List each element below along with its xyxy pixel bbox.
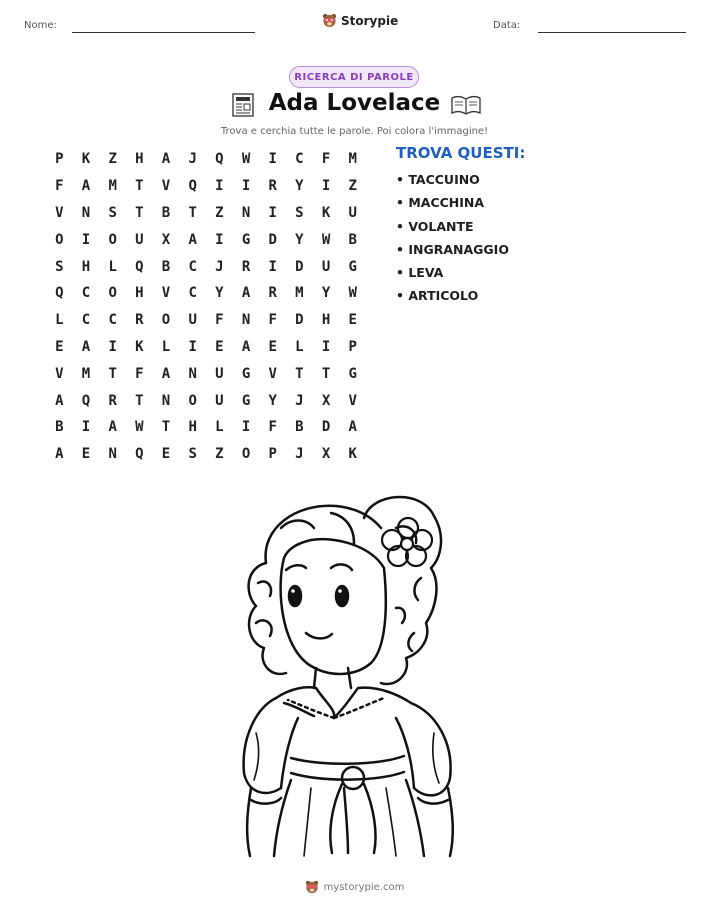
grid-letter[interactable]: U — [348, 204, 357, 221]
grid-letter[interactable]: V — [161, 178, 171, 195]
grid-letter[interactable]: F — [215, 312, 224, 329]
grid-letter[interactable]: Z — [215, 446, 224, 463]
grid-letter[interactable]: A — [81, 338, 91, 355]
grid-letter[interactable]: B — [161, 258, 171, 275]
grid-letter[interactable]: G — [348, 365, 357, 382]
grid-letter[interactable]: K — [81, 151, 91, 168]
grid-letter[interactable]: G — [241, 365, 251, 382]
grid-row — [46, 280, 366, 307]
grid-letter[interactable]: T — [135, 392, 144, 409]
grid-letter[interactable]: V — [161, 285, 171, 302]
grid-letter[interactable]: E — [348, 312, 357, 329]
grid-letter[interactable]: X — [321, 446, 331, 463]
grid-letter[interactable]: W — [241, 151, 251, 168]
grid-letter[interactable]: H — [81, 258, 91, 275]
date-label: Data: — [493, 20, 521, 31]
grid-letter[interactable]: E — [215, 338, 224, 355]
grid-letter[interactable]: G — [348, 258, 357, 275]
grid-letter[interactable]: A — [81, 178, 91, 195]
grid-letter[interactable]: H — [135, 285, 144, 302]
grid-letter[interactable]: C — [81, 312, 91, 329]
open-book-icon — [450, 94, 482, 116]
grid-row — [46, 334, 366, 361]
grid-letter[interactable]: N — [241, 312, 251, 329]
grid-letter[interactable]: R — [268, 285, 277, 302]
grid-letter[interactable]: Q — [135, 258, 144, 275]
grid-letter[interactable]: M — [295, 285, 304, 302]
page-title: Ada Lovelace — [268, 90, 441, 116]
grid-letter[interactable]: W — [135, 419, 144, 436]
grid-letter[interactable]: N — [81, 204, 91, 221]
grid-letter[interactable]: L — [161, 338, 171, 355]
grid-letter[interactable]: B — [55, 419, 64, 436]
grid-letter[interactable]: C — [295, 151, 304, 168]
grid-row — [46, 360, 366, 387]
word-search-grid[interactable] — [46, 146, 366, 468]
grid-letter[interactable]: D — [295, 258, 304, 275]
grid-letter[interactable]: S — [295, 204, 304, 221]
grid-letter[interactable]: Q — [55, 285, 64, 302]
grid-letter[interactable]: N — [188, 365, 197, 382]
grid-letter[interactable]: S — [188, 446, 197, 463]
grid-letter[interactable]: K — [348, 446, 357, 463]
grid-letter[interactable]: N — [161, 392, 171, 409]
grid-letter[interactable]: L — [295, 338, 304, 355]
word-item: • MACCHINA — [396, 195, 485, 211]
bear-logo-icon — [305, 880, 319, 894]
grid-letter[interactable]: G — [241, 231, 251, 248]
word-list-heading: TROVA QUESTI: — [396, 144, 526, 162]
grid-letter[interactable]: I — [81, 231, 91, 248]
grid-letter[interactable]: P — [268, 446, 277, 463]
grid-letter[interactable]: I — [241, 419, 251, 436]
grid-letter[interactable]: H — [321, 312, 331, 329]
grid-letter[interactable]: R — [268, 178, 277, 195]
grid-row — [46, 441, 366, 468]
grid-row — [46, 387, 366, 414]
grid-letter[interactable]: B — [295, 419, 304, 436]
grid-letter[interactable]: L — [55, 312, 64, 329]
grid-letter[interactable]: J — [295, 446, 304, 463]
grid-letter[interactable]: C — [81, 285, 91, 302]
grid-letter[interactable]: I — [321, 178, 331, 195]
ada-lovelace-coloring-illustration[interactable] — [236, 488, 472, 858]
grid-letter[interactable]: E — [161, 446, 171, 463]
footer-url: mystorypie.com — [323, 881, 405, 893]
grid-letter[interactable]: Q — [135, 446, 144, 463]
name-label: Nome: — [24, 20, 57, 31]
grid-letter[interactable]: T — [108, 365, 117, 382]
grid-letter[interactable]: A — [108, 419, 117, 436]
grid-letter[interactable]: Y — [321, 285, 331, 302]
grid-letter[interactable]: C — [108, 312, 117, 329]
grid-row — [46, 253, 366, 280]
grid-row — [46, 200, 366, 227]
grid-letter[interactable]: O — [188, 392, 197, 409]
grid-letter[interactable]: V — [268, 365, 277, 382]
grid-letter[interactable]: J — [215, 258, 224, 275]
grid-letter[interactable]: I — [108, 338, 117, 355]
grid-letter[interactable]: O — [161, 312, 171, 329]
grid-letter[interactable]: K — [135, 338, 144, 355]
grid-letter[interactable]: A — [161, 365, 171, 382]
brand-name: Storypie — [341, 13, 399, 28]
grid-letter[interactable]: I — [215, 231, 224, 248]
grid-letter[interactable]: T — [321, 365, 331, 382]
grid-letter[interactable]: F — [268, 419, 277, 436]
grid-row — [46, 307, 366, 334]
grid-letter[interactable]: R — [108, 392, 117, 409]
grid-letter[interactable]: T — [135, 204, 144, 221]
grid-letter[interactable]: Y — [268, 392, 277, 409]
grid-letter[interactable]: I — [241, 178, 251, 195]
word-item: • VOLANTE — [396, 218, 474, 234]
grid-letter[interactable]: F — [135, 365, 144, 382]
grid-letter[interactable]: S — [108, 204, 117, 221]
grid-letter[interactable]: P — [348, 338, 357, 355]
grid-letter[interactable]: R — [135, 312, 144, 329]
grid-letter[interactable]: A — [241, 338, 251, 355]
grid-letter[interactable]: Y — [295, 178, 304, 195]
grid-letter[interactable]: P — [55, 151, 64, 168]
grid-letter[interactable]: I — [268, 258, 277, 275]
footer — [0, 880, 709, 894]
grid-letter[interactable]: V — [348, 392, 357, 409]
grid-letter[interactable]: E — [268, 338, 277, 355]
grid-letter[interactable]: U — [215, 365, 224, 382]
grid-letter[interactable]: D — [295, 312, 304, 329]
activity-badge: RICERCA DI PAROLE — [289, 66, 419, 88]
grid-letter[interactable]: I — [81, 419, 91, 436]
grid-letter[interactable]: G — [241, 392, 251, 409]
grid-letter[interactable]: E — [55, 338, 64, 355]
grid-letter[interactable]: Z — [215, 204, 224, 221]
grid-letter[interactable]: Y — [295, 231, 304, 248]
grid-letter[interactable]: M — [108, 178, 117, 195]
grid-letter[interactable]: A — [348, 419, 357, 436]
grid-letter[interactable]: Q — [215, 151, 224, 168]
grid-letter[interactable]: A — [188, 231, 197, 248]
brand-logo — [322, 13, 398, 28]
grid-letter[interactable]: R — [241, 258, 251, 275]
grid-letter[interactable]: C — [188, 285, 197, 302]
grid-letter[interactable]: N — [241, 204, 251, 221]
grid-letter[interactable]: M — [81, 365, 91, 382]
grid-letter[interactable]: M — [348, 151, 357, 168]
grid-letter[interactable]: I — [268, 204, 277, 221]
word-item: • INGRANAGGIO — [396, 241, 509, 257]
grid-letter[interactable]: F — [268, 312, 277, 329]
grid-letter[interactable]: A — [161, 151, 171, 168]
grid-row — [46, 173, 366, 200]
grid-letter[interactable]: T — [135, 178, 144, 195]
grid-letter[interactable]: W — [348, 285, 357, 302]
grid-letter[interactable]: A — [241, 285, 251, 302]
grid-letter[interactable]: X — [161, 231, 171, 248]
grid-letter[interactable]: D — [268, 231, 277, 248]
grid-letter[interactable]: K — [321, 204, 331, 221]
grid-letter[interactable]: W — [321, 231, 331, 248]
grid-letter[interactable]: Z — [348, 178, 357, 195]
grid-letter[interactable]: I — [188, 338, 197, 355]
grid-letter[interactable]: V — [55, 204, 64, 221]
grid-letter[interactable]: I — [215, 178, 224, 195]
grid-letter[interactable]: V — [55, 365, 64, 382]
instructions: Trova e cerchia tutte le parole. Poi colora l'immagine! — [220, 126, 489, 137]
grid-letter[interactable]: X — [321, 392, 331, 409]
grid-letter[interactable]: A — [55, 446, 64, 463]
grid-letter[interactable]: I — [268, 151, 277, 168]
grid-letter[interactable]: A — [55, 392, 64, 409]
grid-letter[interactable]: Q — [81, 392, 91, 409]
grid-letter[interactable]: B — [348, 231, 357, 248]
grid-letter[interactable]: Z — [108, 151, 117, 168]
grid-letter[interactable]: Y — [215, 285, 224, 302]
grid-letter[interactable]: S — [55, 258, 64, 275]
grid-letter[interactable]: L — [108, 258, 117, 275]
grid-letter[interactable]: I — [321, 338, 331, 355]
grid-letter[interactable]: T — [295, 365, 304, 382]
grid-letter[interactable]: D — [321, 419, 331, 436]
word-item: • LEVA — [396, 265, 444, 281]
grid-letter[interactable]: J — [295, 392, 304, 409]
grid-row — [46, 226, 366, 253]
grid-letter[interactable]: U — [215, 392, 224, 409]
word-item: • ARTICOLO — [396, 288, 479, 304]
grid-letter[interactable]: U — [321, 258, 331, 275]
grid-letter[interactable]: O — [108, 231, 117, 248]
grid-row — [46, 146, 366, 173]
word-list — [396, 170, 509, 310]
grid-letter[interactable]: H — [135, 151, 144, 168]
grid-letter[interactable]: F — [55, 178, 64, 195]
grid-letter[interactable]: T — [188, 204, 197, 221]
grid-letter[interactable]: F — [321, 151, 331, 168]
grid-row — [46, 414, 366, 441]
grid-letter[interactable]: O — [241, 446, 251, 463]
grid-letter[interactable]: N — [108, 446, 117, 463]
grid-letter[interactable]: H — [188, 419, 197, 436]
grid-letter[interactable]: O — [55, 231, 64, 248]
bear-logo-icon — [322, 13, 337, 28]
grid-letter[interactable]: E — [81, 446, 91, 463]
grid-letter[interactable]: U — [135, 231, 144, 248]
grid-letter[interactable]: Q — [188, 178, 197, 195]
grid-letter[interactable]: O — [108, 285, 117, 302]
grid-letter[interactable]: J — [188, 151, 197, 168]
word-item: • TACCUINO — [396, 172, 480, 187]
grid-letter[interactable]: C — [188, 258, 197, 275]
grid-letter[interactable]: U — [188, 312, 197, 329]
date-line[interactable] — [538, 32, 686, 33]
grid-letter[interactable]: L — [215, 419, 224, 436]
grid-letter[interactable]: T — [161, 419, 171, 436]
grid-letter[interactable]: B — [161, 204, 171, 221]
name-line[interactable] — [72, 32, 255, 33]
